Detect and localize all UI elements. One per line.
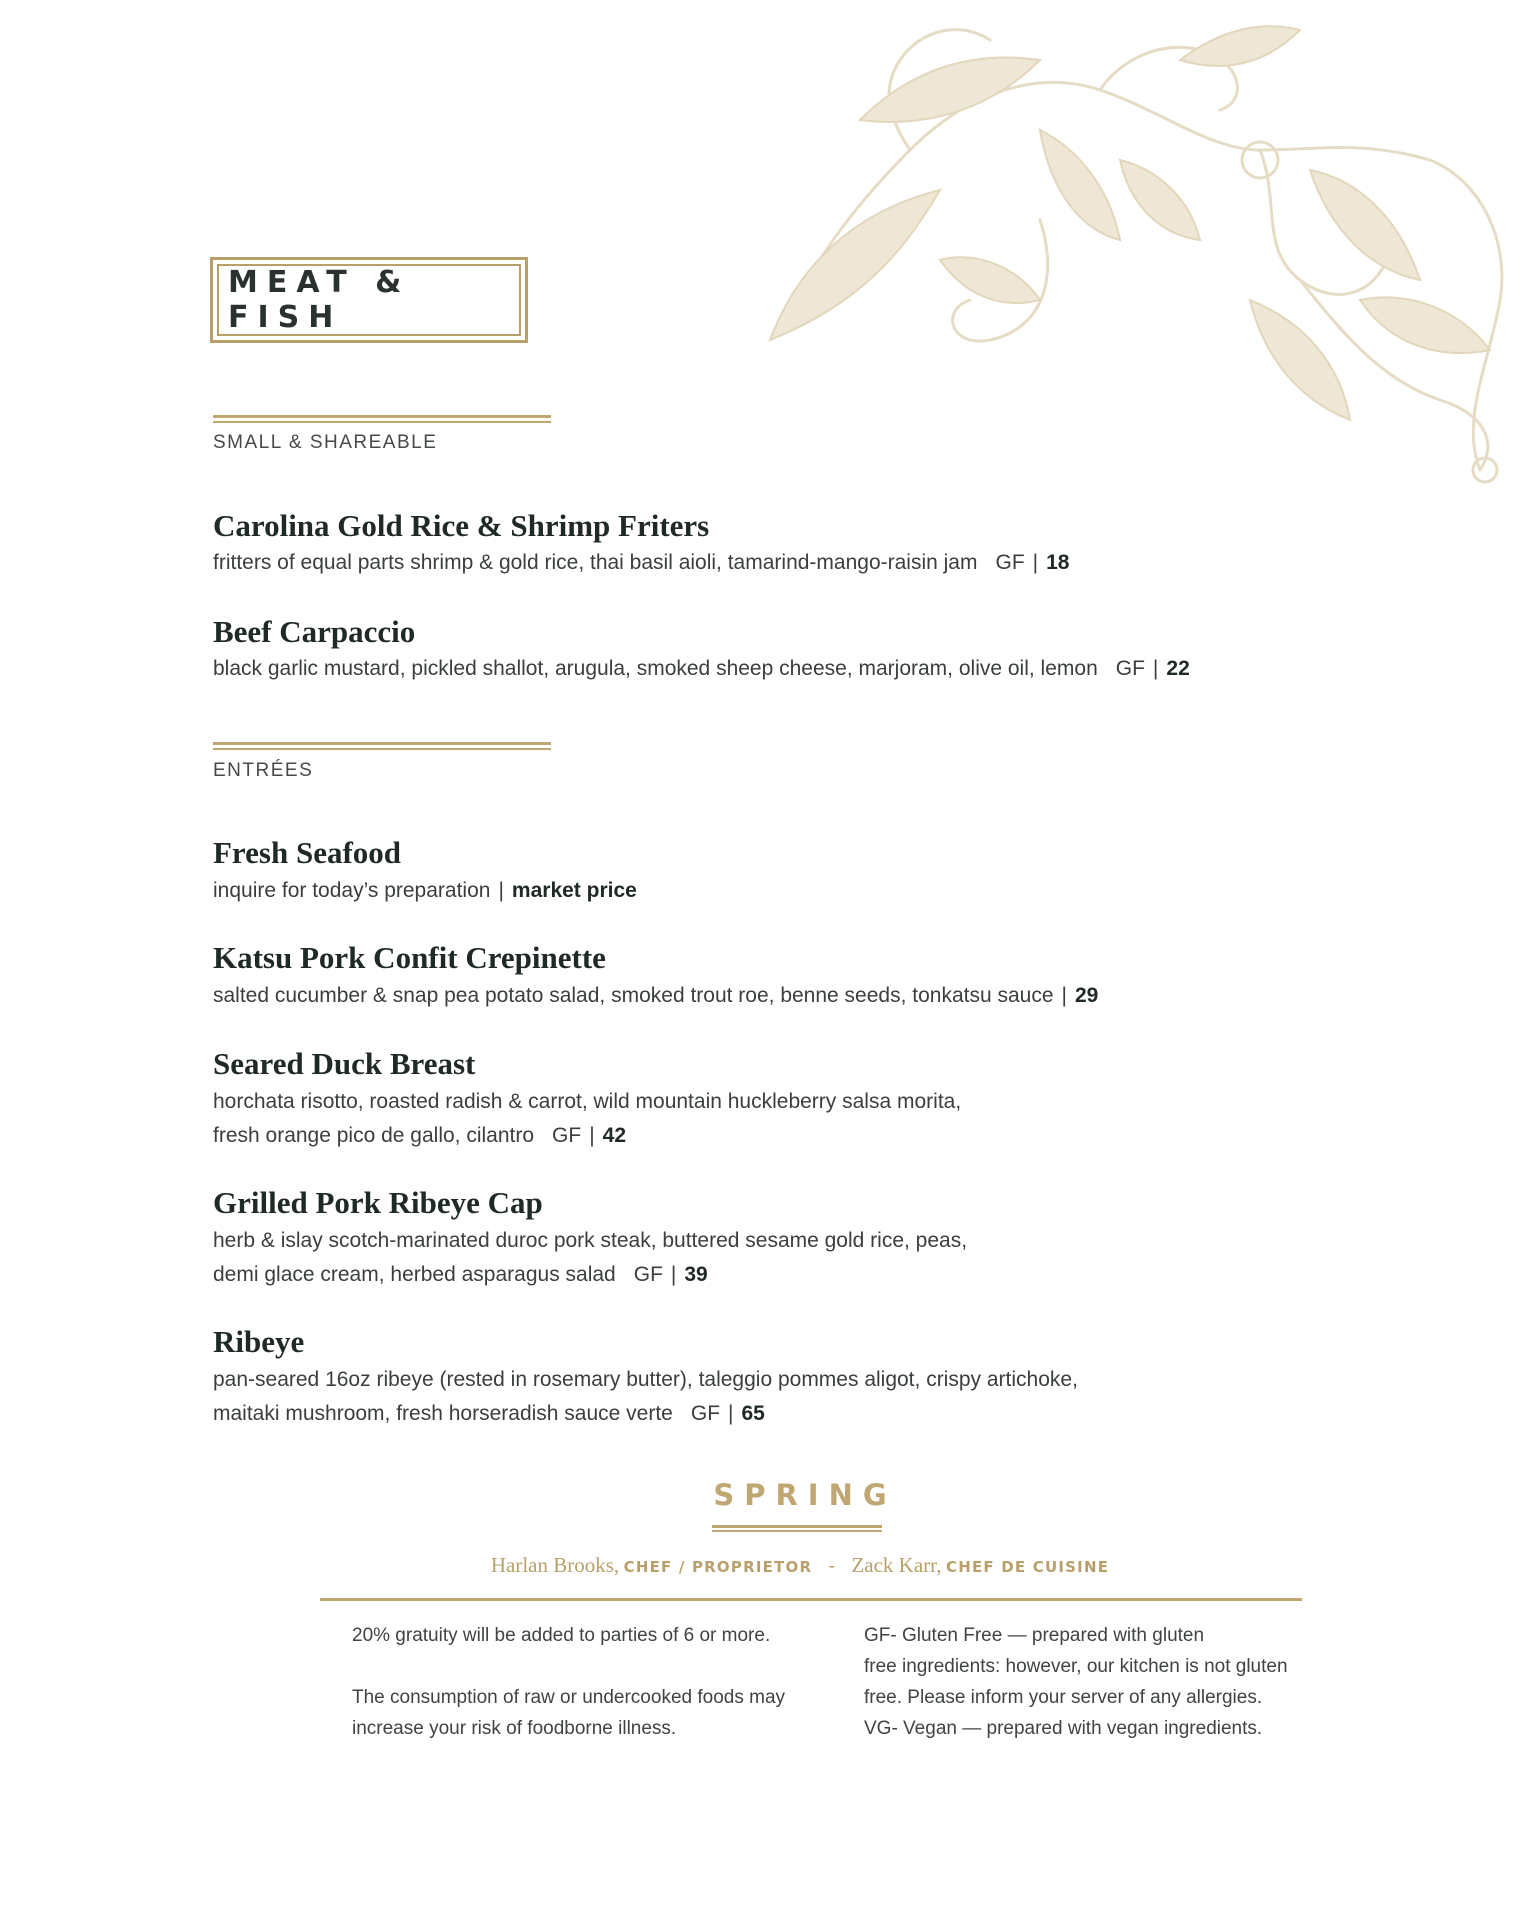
- footer-notes-left: [352, 1620, 785, 1744]
- section-divider: [213, 415, 551, 423]
- description-line: fritters of equal parts shrimp & gold rice, thai basil aioli, tamarind-mango-raisin jam: [213, 551, 978, 574]
- chef-role: CHEF / PROPRIETOR: [623, 1558, 813, 1576]
- item-price: 39: [684, 1263, 708, 1286]
- item-price: 65: [741, 1402, 765, 1425]
- chef-name: Harlan Brooks,: [490, 1553, 620, 1577]
- chef-role: CHEF DE CUISINE: [946, 1558, 1110, 1576]
- menu-title-inner-frame: [217, 264, 521, 336]
- price-separator: |: [498, 879, 504, 902]
- item-description: [213, 1085, 961, 1153]
- description-line: maitaki mushroom, fresh horseradish sauce verte: [213, 1402, 673, 1425]
- item-description: [213, 546, 1069, 580]
- item-name: Beef Carpaccio: [213, 614, 416, 649]
- item-description: [213, 1224, 967, 1292]
- footer-divider: [320, 1598, 1302, 1601]
- description-line: pan-seared 16oz ribeye (rested in rosemary butter), taleggio pommes aligot, crispy artichoke,: [213, 1368, 1078, 1391]
- description-line: demi glace cream, herbed asparagus salad: [213, 1263, 616, 1286]
- price-separator: |: [728, 1402, 734, 1425]
- description-line: inquire for today’s preparation: [213, 879, 491, 902]
- botanical-floral-illustration: [740, 0, 1516, 530]
- gf-tag: GF: [690, 1402, 721, 1425]
- price-separator: |: [670, 1263, 677, 1286]
- item-price: 42: [602, 1124, 627, 1147]
- item-price: 18: [1046, 551, 1070, 574]
- vegan-note: VG- Vegan — prepared with vegan ingredients.: [864, 1718, 1263, 1739]
- item-description: [213, 979, 1098, 1013]
- item-price: 29: [1075, 984, 1099, 1007]
- section-divider: [213, 742, 551, 750]
- gluten-free-note: GF- Gluten Free — prepared with gluten: [864, 1625, 1205, 1646]
- price-separator: |: [1061, 984, 1067, 1007]
- item-description: [213, 874, 637, 908]
- gf-tag: GF: [633, 1263, 663, 1286]
- footer-notes-right: [864, 1620, 1288, 1744]
- item-name: Katsu Pork Confit Crepinette: [213, 940, 606, 975]
- gratuity-note: 20% gratuity will be added to parties of 6 or more.: [352, 1625, 771, 1646]
- item-name: Fresh Seafood: [213, 835, 402, 870]
- item-description: [213, 1363, 1078, 1431]
- item-price: market price: [511, 879, 637, 902]
- raw-food-note: The consumption of raw or undercooked foods may: [352, 1687, 786, 1708]
- gf-tag: GF: [995, 551, 1025, 574]
- item-name: Carolina Gold Rice & Shrimp Friters: [213, 508, 710, 543]
- season-divider: [712, 1525, 882, 1532]
- description-line: salted cucumber & snap pea potato salad, smoked trout roe, benne seeds, tonkatsu sauce: [213, 984, 1054, 1007]
- menu-title: MEAT & FISH: [228, 265, 411, 335]
- item-description: [213, 652, 1190, 686]
- gluten-free-note: free ingredients: however, our kitchen is not gluten: [864, 1656, 1288, 1677]
- price-separator: |: [1032, 551, 1039, 574]
- description-line: horchata risotto, roasted radish & carrot, wild mountain huckleberry salsa morita,: [213, 1090, 962, 1113]
- gf-tag: GF: [552, 1124, 582, 1147]
- price-separator: |: [589, 1124, 595, 1147]
- gf-tag: GF: [1115, 657, 1145, 680]
- section-label-small-shareable: SMALL & SHAREABLE: [213, 432, 438, 453]
- chef-name: Zack Karr,: [851, 1553, 942, 1577]
- item-name: Seared Duck Breast: [213, 1046, 476, 1081]
- credit-separator: -: [828, 1556, 835, 1577]
- menu-title-frame: [210, 257, 528, 343]
- description-line: black garlic mustard, pickled shallot, arugula, smoked sheep cheese, marjoram, olive oil, lemon: [213, 657, 1098, 680]
- raw-food-note: increase your risk of foodborne illness.: [352, 1718, 677, 1739]
- description-line: herb & islay scotch-marinated duroc pork steak, buttered sesame gold rice, peas,: [213, 1229, 968, 1252]
- chef-credits: [300, 1553, 1300, 1578]
- section-label-entrees: ENTRÉES: [213, 760, 314, 781]
- item-name: Ribeye: [213, 1324, 305, 1359]
- item-price: 22: [1166, 657, 1190, 680]
- item-name: Grilled Pork Ribeye Cap: [213, 1185, 543, 1220]
- season-title: SPRING: [713, 1478, 897, 1512]
- description-line: fresh orange pico de gallo, cilantro: [213, 1124, 535, 1147]
- gluten-free-note: free. Please inform your server of any allergies.: [864, 1687, 1263, 1708]
- price-separator: |: [1152, 657, 1159, 680]
